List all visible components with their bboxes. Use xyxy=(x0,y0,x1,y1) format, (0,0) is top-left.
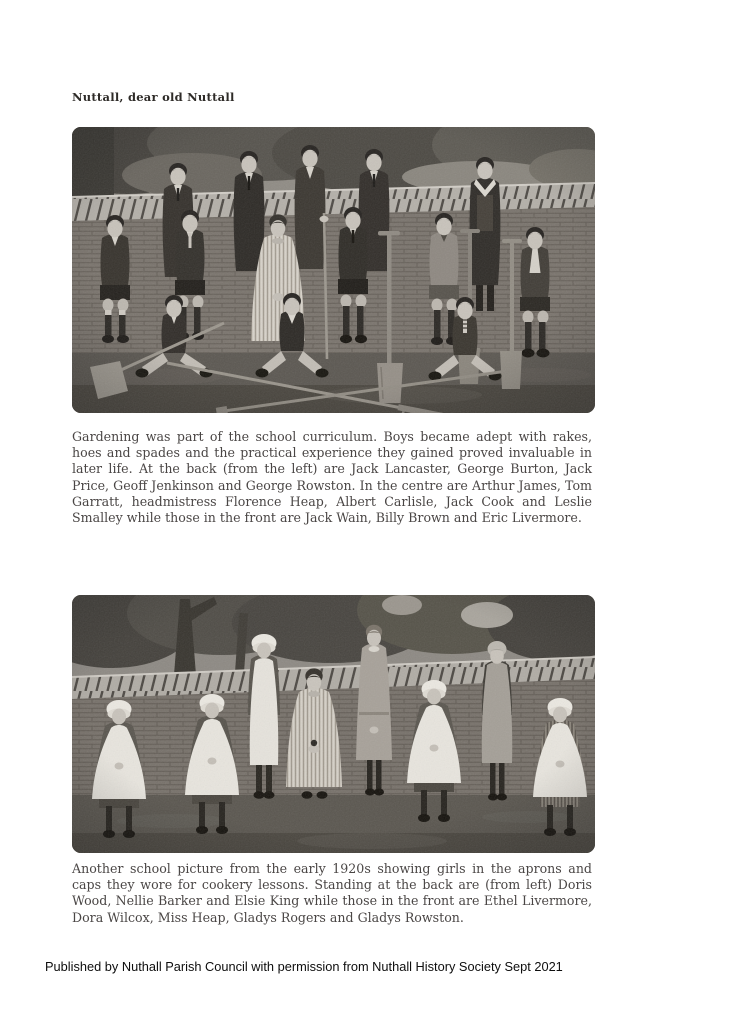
photo-caption-girls: Another school picture from the early 1920s showing girls in the aprons and caps they wore for cookery lessons. Standing at the back are (from left) Doris Wood, Nellie Barker and Elsie King while those in the front are Ethel Livermore, Dora Wilcox, Miss Heap, Gladys Rogers and Gladys Rowston. xyxy=(72,861,592,925)
girls-cookery-photo-image xyxy=(72,595,595,853)
boys-gardening-photo-image xyxy=(72,127,595,413)
boys-gardening-photo xyxy=(72,127,595,413)
girls-cookery-photo xyxy=(72,595,595,853)
publisher-note: Published by Nuthall Parish Council with permission from Nuthall History Society Sept 2021 xyxy=(45,959,563,974)
photo-caption-boys: Gardening was part of the school curriculum. Boys became adept with rakes, hoes and spades and the practical experience they gained proved invaluable in later life. At the back (from the left) are Jack Lancaster, George Burton, Jack Price, Geoff Jenkinson and George Rowston. In the centre are Arthur James, Tom Garratt, headmistress Florence Heap, Albert Carlisle, Jack Cook and Leslie Smalley while those in the front are Jack Wain, Billy Brown and Eric Livermore. xyxy=(72,429,592,526)
page-title: Nuttall, dear old Nuttall xyxy=(72,89,235,104)
